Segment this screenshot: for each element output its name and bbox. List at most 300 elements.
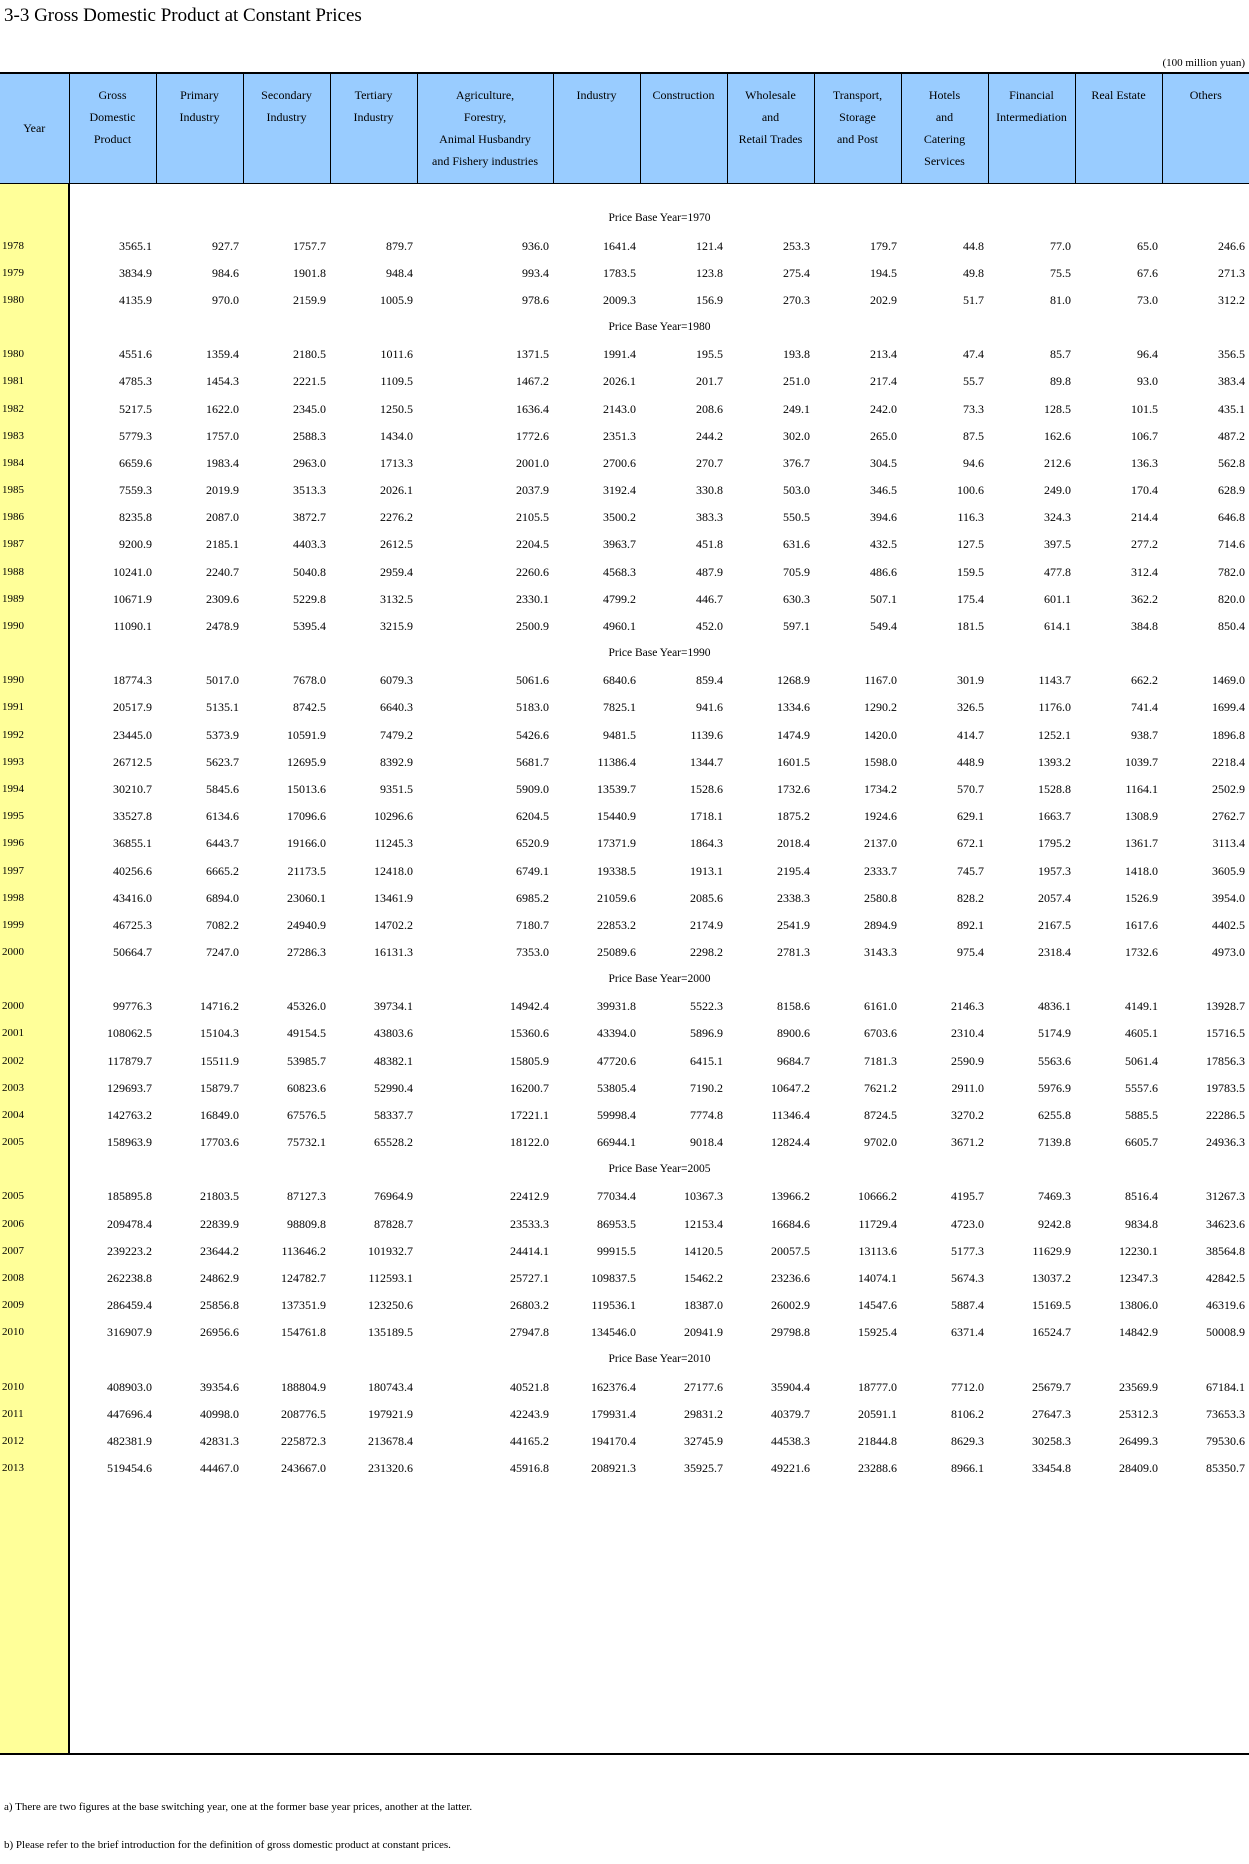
value-cell: 7469.3 (1038, 1189, 1071, 1204)
value-cell: 2612.5 (380, 537, 413, 552)
value-cell: 36855.1 (113, 836, 152, 851)
value-cell: 81.0 (1050, 292, 1071, 307)
value-cell: 35904.4 (771, 1379, 810, 1394)
value-cell: 142763.2 (107, 1108, 152, 1123)
value-cell: 16131.3 (374, 945, 413, 960)
value-cell: 4723.0 (951, 1216, 984, 1231)
value-cell: 136.3 (1131, 455, 1158, 470)
value-cell: 507.1 (870, 591, 897, 606)
value-cell: 22412.9 (510, 1189, 549, 1204)
table-row (0, 504, 1249, 531)
value-cell: 179.7 (870, 238, 897, 253)
value-cell: 46725.3 (113, 917, 152, 932)
value-cell: 1526.9 (1125, 890, 1158, 905)
value-cell: 3605.9 (1212, 863, 1245, 878)
value-cell: 35925.7 (684, 1461, 723, 1476)
table-row (0, 368, 1249, 395)
value-cell: 1371.5 (516, 347, 549, 362)
value-cell: 44467.0 (200, 1461, 239, 1476)
value-cell: 312.4 (1131, 564, 1158, 579)
table-row (0, 1210, 1249, 1237)
table-row (0, 1237, 1249, 1264)
value-cell: 741.4 (1131, 700, 1158, 715)
value-cell: 3113.4 (1212, 836, 1245, 851)
value-cell: 2167.5 (1038, 917, 1071, 932)
value-cell: 628.9 (1218, 483, 1245, 498)
value-cell: 194170.4 (591, 1433, 636, 1448)
value-cell: 121.4 (696, 238, 723, 253)
value-cell: 6985.2 (516, 890, 549, 905)
value-cell: 26956.6 (200, 1325, 239, 1340)
page-title: 3-3 Gross Domestic Product at Constant Prices (4, 5, 362, 26)
column-header: Secondary Industry (243, 73, 330, 183)
value-cell: 21844.8 (858, 1433, 897, 1448)
value-cell: 1641.4 (603, 238, 636, 253)
value-cell: 213678.4 (368, 1433, 413, 1448)
section-header-row (0, 314, 1249, 341)
value-cell: 2781.3 (777, 945, 810, 960)
value-cell: 113646.2 (281, 1243, 326, 1258)
value-cell: 6640.3 (380, 700, 413, 715)
table-row (0, 857, 1249, 884)
year-cell: 2001 (0, 1020, 69, 1047)
value-cell: 1344.7 (690, 754, 723, 769)
value-cell: 202.9 (870, 292, 897, 307)
value-cell: 2260.6 (516, 564, 549, 579)
value-cell: 8900.6 (777, 1026, 810, 1041)
value-cell: 2700.6 (603, 455, 636, 470)
value-cell: 6204.5 (516, 809, 549, 824)
value-cell: 859.4 (696, 673, 723, 688)
value-cell: 5845.6 (206, 781, 239, 796)
value-cell: 941.6 (696, 700, 723, 715)
value-cell: 1418.0 (1125, 863, 1158, 878)
value-cell: 1718.1 (690, 809, 723, 824)
value-cell: 5395.4 (293, 619, 326, 634)
table-row (0, 1101, 1249, 1128)
value-cell: 162376.4 (591, 1379, 636, 1394)
table-row (0, 422, 1249, 449)
value-cell: 487.2 (1218, 428, 1245, 443)
table-row (0, 1319, 1249, 1346)
value-cell: 19783.5 (1206, 1080, 1245, 1095)
value-cell: 7247.0 (206, 945, 239, 960)
value-cell: 60823.6 (287, 1080, 326, 1095)
value-cell: 1039.7 (1125, 754, 1158, 769)
value-cell: 27647.3 (1032, 1406, 1071, 1421)
table-header (0, 73, 1249, 183)
value-cell: 15805.9 (510, 1053, 549, 1068)
value-cell: 29831.2 (684, 1406, 723, 1421)
value-cell: 6665.2 (206, 863, 239, 878)
value-cell: 1467.2 (516, 374, 549, 389)
value-cell: 948.4 (386, 265, 413, 280)
value-cell: 346.5 (870, 483, 897, 498)
value-cell: 477.8 (1044, 564, 1071, 579)
table-row (0, 1129, 1249, 1156)
value-cell: 242.0 (870, 401, 897, 416)
year-cell (0, 1482, 69, 1754)
value-cell: 44165.2 (510, 1433, 549, 1448)
table-row (0, 232, 1249, 259)
value-cell: 14842.9 (1119, 1325, 1158, 1340)
value-cell: 3954.0 (1212, 890, 1245, 905)
value-cell: 127.5 (957, 537, 984, 552)
value-cell: 1732.6 (1125, 945, 1158, 960)
value-cell: 2146.3 (951, 999, 984, 1014)
value-cell: 312.2 (1218, 292, 1245, 307)
value-cell: 3270.2 (951, 1108, 984, 1123)
value-cell: 197921.9 (368, 1406, 413, 1421)
value-cell: 1957.3 (1038, 863, 1071, 878)
value-cell: 38564.8 (1206, 1243, 1245, 1258)
value-cell: 253.3 (783, 238, 810, 253)
year-cell: 1998 (0, 884, 69, 911)
value-cell: 2137.0 (864, 836, 897, 851)
unit-label: (100 million yuan) (1162, 57, 1245, 69)
value-cell: 2105.5 (516, 510, 549, 525)
value-cell: 3872.7 (293, 510, 326, 525)
value-cell: 394.6 (870, 510, 897, 525)
value-cell: 376.7 (783, 455, 810, 470)
value-cell: 193.8 (783, 347, 810, 362)
value-cell: 6255.8 (1038, 1108, 1071, 1123)
value-cell: 26499.3 (1119, 1433, 1158, 1448)
value-cell: 175.4 (957, 591, 984, 606)
value-cell: 244.2 (696, 428, 723, 443)
value-cell: 5183.0 (516, 700, 549, 715)
year-cell: 1990 (0, 612, 69, 639)
value-cell: 6415.1 (690, 1053, 723, 1068)
value-cell: 106.7 (1131, 428, 1158, 443)
value-cell: 1420.0 (864, 727, 897, 742)
table-row (0, 884, 1249, 911)
value-cell: 5623.7 (206, 754, 239, 769)
value-cell: 2018.4 (777, 836, 810, 851)
value-cell: 7621.2 (864, 1080, 897, 1095)
value-cell: 362.2 (1131, 591, 1158, 606)
value-cell: 23533.3 (510, 1216, 549, 1231)
value-cell: 201.7 (696, 374, 723, 389)
value-cell: 1139.6 (690, 727, 723, 742)
value-cell: 4568.3 (603, 564, 636, 579)
year-cell: 2012 (0, 1427, 69, 1454)
value-cell: 67.6 (1137, 265, 1158, 280)
value-cell: 20517.9 (113, 700, 152, 715)
value-cell: 3192.4 (603, 483, 636, 498)
table-row (0, 477, 1249, 504)
value-cell: 486.6 (870, 564, 897, 579)
value-cell: 94.6 (963, 455, 984, 470)
year-cell: 1983 (0, 422, 69, 449)
column-header: Primary Industry (156, 73, 243, 183)
value-cell: 448.9 (957, 754, 984, 769)
table-row (0, 1183, 1249, 1210)
value-cell: 11346.4 (771, 1108, 810, 1123)
value-cell: 2240.7 (206, 564, 239, 579)
year-cell: 1982 (0, 395, 69, 422)
value-cell: 5229.8 (293, 591, 326, 606)
value-cell: 316907.9 (107, 1325, 152, 1340)
value-cell: 12230.1 (1119, 1243, 1158, 1258)
year-cell (0, 1346, 69, 1373)
value-cell: 49.8 (963, 265, 984, 280)
value-cell: 208.6 (696, 401, 723, 416)
value-cell: 50664.7 (113, 945, 152, 960)
year-cell: 2000 (0, 993, 69, 1020)
value-cell: 48382.1 (374, 1053, 413, 1068)
value-cell: 73.3 (963, 401, 984, 416)
value-cell: 629.1 (957, 809, 984, 824)
year-cell: 2013 (0, 1455, 69, 1482)
value-cell: 10666.2 (858, 1189, 897, 1204)
value-cell: 1991.4 (603, 347, 636, 362)
table-row (0, 830, 1249, 857)
value-cell: 59998.4 (597, 1108, 636, 1123)
year-cell: 1996 (0, 830, 69, 857)
value-cell: 44.8 (963, 238, 984, 253)
value-cell: 158963.9 (107, 1135, 152, 1150)
value-cell: 6079.3 (380, 673, 413, 688)
value-cell: 828.2 (957, 890, 984, 905)
value-cell: 13461.9 (374, 890, 413, 905)
column-header: Construction (640, 73, 727, 183)
value-cell: 26002.9 (771, 1298, 810, 1313)
value-cell: 2500.9 (516, 619, 549, 634)
year-cell: 2006 (0, 1210, 69, 1237)
value-cell: 8516.4 (1125, 1189, 1158, 1204)
value-cell: 15104.3 (200, 1026, 239, 1041)
value-cell: 188804.9 (281, 1379, 326, 1394)
value-cell: 452.0 (696, 619, 723, 634)
value-cell: 10241.0 (113, 564, 152, 579)
value-cell: 16200.7 (510, 1080, 549, 1095)
value-cell: 7559.3 (119, 483, 152, 498)
value-cell: 129693.7 (107, 1080, 152, 1095)
value-cell: 24940.9 (287, 917, 326, 932)
value-cell: 75732.1 (287, 1135, 326, 1150)
value-cell: 938.7 (1131, 727, 1158, 742)
year-cell: 2000 (0, 939, 69, 966)
value-cell: 231320.6 (368, 1461, 413, 1476)
value-cell: 14942.4 (510, 999, 549, 1014)
value-cell: 89.8 (1050, 374, 1071, 389)
value-cell: 9834.8 (1125, 1216, 1158, 1231)
value-cell: 10671.9 (113, 591, 152, 606)
value-cell: 208921.3 (591, 1461, 636, 1476)
value-cell: 5557.6 (1125, 1080, 1158, 1095)
column-header: Wholesale and Retail Trades (727, 73, 814, 183)
table-row (0, 748, 1249, 775)
table-row (0, 531, 1249, 558)
value-cell: 40379.7 (771, 1406, 810, 1421)
value-cell: 5887.4 (951, 1298, 984, 1313)
value-cell: 9018.4 (690, 1135, 723, 1150)
table-row (0, 259, 1249, 286)
value-cell: 9200.9 (119, 537, 152, 552)
value-cell: 42842.5 (1206, 1270, 1245, 1285)
value-cell: 15716.5 (1206, 1026, 1245, 1041)
value-cell: 2590.9 (951, 1053, 984, 1068)
value-cell: 275.4 (783, 265, 810, 280)
value-cell: 11729.4 (858, 1216, 897, 1231)
value-cell: 28409.0 (1119, 1461, 1158, 1476)
value-cell: 23569.9 (1119, 1379, 1158, 1394)
value-cell: 2318.4 (1038, 945, 1071, 960)
value-cell: 112593.1 (368, 1270, 413, 1285)
value-cell: 1901.8 (293, 265, 326, 280)
value-cell: 18777.0 (858, 1379, 897, 1394)
value-cell: 4973.0 (1212, 945, 1245, 960)
value-cell: 17371.9 (597, 836, 636, 851)
value-cell: 2959.4 (380, 564, 413, 579)
value-cell: 447696.4 (107, 1406, 152, 1421)
value-cell: 13113.6 (858, 1243, 897, 1258)
year-cell: 1988 (0, 558, 69, 585)
section-label: Price Base Year=2000 (608, 972, 711, 985)
value-cell: 49221.6 (771, 1461, 810, 1476)
value-cell: 65.0 (1137, 238, 1158, 253)
value-cell: 265.0 (870, 428, 897, 443)
value-cell: 1005.9 (380, 292, 413, 307)
value-cell: 40521.8 (510, 1379, 549, 1394)
gdp-table (0, 72, 1249, 1755)
value-cell: 52990.4 (374, 1080, 413, 1095)
value-cell: 2310.4 (951, 1026, 984, 1041)
year-cell: 1994 (0, 775, 69, 802)
value-cell: 1875.2 (777, 809, 810, 824)
value-cell: 25089.6 (597, 945, 636, 960)
column-header: Others (1162, 73, 1249, 183)
value-cell: 4135.9 (119, 292, 152, 307)
value-cell: 1454.3 (206, 374, 239, 389)
value-cell: 1176.0 (1038, 700, 1071, 715)
value-cell: 32745.9 (684, 1433, 723, 1448)
value-cell: 408903.0 (107, 1379, 152, 1394)
value-cell: 705.9 (783, 564, 810, 579)
value-cell: 15169.5 (1032, 1298, 1071, 1313)
value-cell: 55.7 (963, 374, 984, 389)
value-cell: 1393.2 (1038, 754, 1071, 769)
value-cell: 1622.0 (206, 401, 239, 416)
value-cell: 4403.3 (293, 537, 326, 552)
value-cell: 21173.5 (287, 863, 326, 878)
value-cell: 47720.6 (597, 1053, 636, 1068)
value-cell: 1713.3 (380, 455, 413, 470)
value-cell: 5217.5 (119, 401, 152, 416)
value-cell: 23236.6 (771, 1270, 810, 1285)
value-cell: 519454.6 (107, 1461, 152, 1476)
value-cell: 446.7 (696, 591, 723, 606)
column-header: Real Estate (1075, 73, 1162, 183)
value-cell: 3671.2 (951, 1135, 984, 1150)
value-cell: 782.0 (1218, 564, 1245, 579)
value-cell: 22853.2 (597, 917, 636, 932)
value-cell: 12824.4 (771, 1135, 810, 1150)
value-cell: 73.0 (1137, 292, 1158, 307)
table-row (0, 775, 1249, 802)
value-cell: 27177.6 (684, 1379, 723, 1394)
value-cell: 1290.2 (864, 700, 897, 715)
value-cell: 124782.7 (281, 1270, 326, 1285)
value-cell: 135189.5 (368, 1325, 413, 1340)
value-cell: 108062.5 (107, 1026, 152, 1041)
column-header: Gross Domestic Product (69, 73, 156, 183)
value-cell: 1598.0 (864, 754, 897, 769)
value-cell: 22286.5 (1206, 1108, 1245, 1123)
year-cell: 2011 (0, 1400, 69, 1427)
value-cell: 98809.8 (287, 1216, 326, 1231)
value-cell: 13037.2 (1032, 1270, 1071, 1285)
value-cell: 5681.7 (516, 754, 549, 769)
value-cell: 13539.7 (597, 781, 636, 796)
value-cell: 243667.0 (281, 1461, 326, 1476)
year-cell: 2003 (0, 1074, 69, 1101)
value-cell: 128.5 (1044, 401, 1071, 416)
filler-cell (69, 1482, 1249, 1754)
value-cell: 383.3 (696, 510, 723, 525)
value-cell: 101.5 (1131, 401, 1158, 416)
value-cell: 2345.0 (293, 401, 326, 416)
table-row (0, 1264, 1249, 1291)
column-header: Agriculture, Forestry, Animal Husbandry and Fishery industries (417, 73, 553, 183)
value-cell: 53985.7 (287, 1053, 326, 1068)
value-cell: 5976.9 (1038, 1080, 1071, 1095)
value-cell: 4149.1 (1125, 999, 1158, 1014)
value-cell: 24414.1 (510, 1243, 549, 1258)
value-cell: 4960.1 (603, 619, 636, 634)
value-cell: 20941.9 (684, 1325, 723, 1340)
value-cell: 23288.6 (858, 1461, 897, 1476)
value-cell: 7479.2 (380, 727, 413, 742)
value-cell: 9351.5 (380, 781, 413, 796)
value-cell: 4402.5 (1212, 917, 1245, 932)
value-cell: 96.4 (1137, 347, 1158, 362)
value-cell: 208776.5 (281, 1406, 326, 1421)
value-cell: 631.6 (783, 537, 810, 552)
value-cell: 6659.6 (119, 455, 152, 470)
value-cell: 549.4 (870, 619, 897, 634)
year-cell (0, 183, 69, 205)
value-cell: 2478.9 (206, 619, 239, 634)
value-cell: 927.7 (212, 238, 239, 253)
section-header-row (0, 1346, 1249, 1373)
year-cell: 1985 (0, 477, 69, 504)
value-cell: 1617.6 (1125, 917, 1158, 932)
value-cell: 2502.9 (1212, 781, 1245, 796)
value-cell: 397.5 (1044, 537, 1071, 552)
year-cell (0, 1156, 69, 1183)
value-cell: 2762.7 (1212, 809, 1245, 824)
value-cell: 15440.9 (597, 809, 636, 824)
value-cell: 33454.8 (1032, 1461, 1071, 1476)
value-cell: 67576.5 (287, 1108, 326, 1123)
value-cell: 43803.6 (374, 1026, 413, 1041)
value-cell: 1913.1 (690, 863, 723, 878)
table-row (0, 585, 1249, 612)
year-cell: 1992 (0, 721, 69, 748)
value-cell: 8158.6 (777, 999, 810, 1014)
value-cell: 2001.0 (516, 455, 549, 470)
value-cell: 1164.1 (1125, 781, 1158, 796)
value-cell: 2195.4 (777, 863, 810, 878)
year-cell: 2005 (0, 1183, 69, 1210)
value-cell: 99915.5 (597, 1243, 636, 1258)
value-cell: 384.8 (1131, 619, 1158, 634)
value-cell: 39931.8 (597, 999, 636, 1014)
year-cell: 1986 (0, 504, 69, 531)
value-cell: 414.7 (957, 727, 984, 742)
